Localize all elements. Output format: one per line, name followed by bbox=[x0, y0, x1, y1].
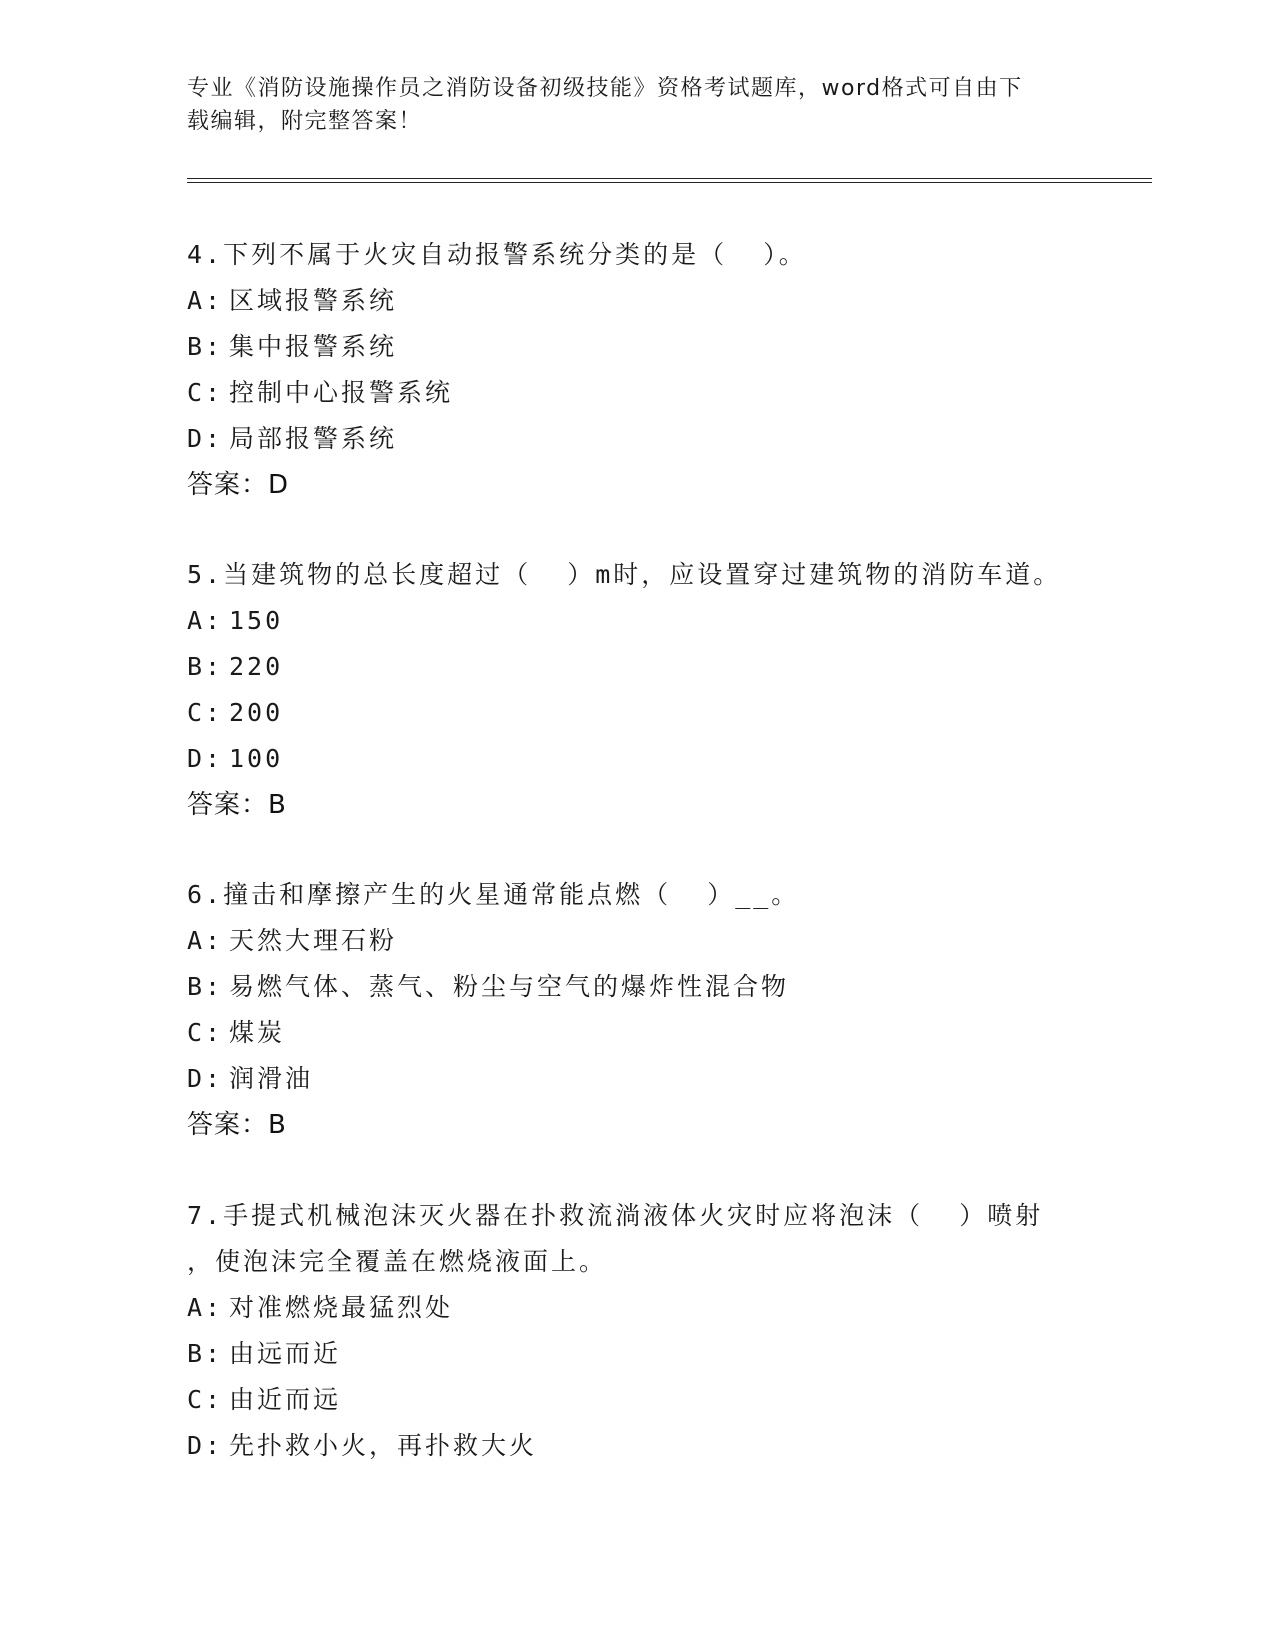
option-letter: B: bbox=[187, 652, 224, 681]
option-c bbox=[187, 370, 1087, 416]
answer-line: 答案：B bbox=[187, 790, 287, 820]
option-text: 易燃气体、蒸气、粉尘与空气的爆炸性混合物 bbox=[229, 972, 790, 1001]
option-text: 煤炭 bbox=[229, 1018, 286, 1047]
option-c bbox=[187, 1010, 1087, 1056]
option-letter: D: bbox=[187, 1064, 224, 1093]
option-a bbox=[187, 1285, 1087, 1331]
option-letter: B: bbox=[187, 972, 224, 1001]
option-d bbox=[187, 416, 1087, 462]
option-b bbox=[187, 644, 1087, 690]
option-d bbox=[187, 736, 1087, 782]
option-d bbox=[187, 1423, 1087, 1469]
answer-line: 答案：B bbox=[187, 1110, 287, 1140]
option-letter: A: bbox=[187, 286, 224, 315]
option-text: 220 bbox=[229, 652, 284, 681]
option-b bbox=[187, 1331, 1087, 1377]
question-text: 7.手提式机械泡沫灭火器在扑救流淌液体火灾时应将泡沫（ ）喷射 bbox=[187, 1201, 1044, 1230]
question-text: 6.撞击和摩擦产生的火星通常能点燃（ ）__。 bbox=[187, 880, 800, 909]
option-c bbox=[187, 690, 1087, 736]
question-5 bbox=[187, 552, 1087, 828]
question-text-continued: ，使泡沫完全覆盖在燃烧液面上。 bbox=[187, 1247, 608, 1276]
option-text: 局部报警系统 bbox=[229, 424, 398, 453]
question-7 bbox=[187, 1193, 1087, 1469]
option-text: 200 bbox=[229, 698, 284, 727]
option-text: 100 bbox=[229, 744, 284, 773]
option-letter: B: bbox=[187, 332, 224, 361]
option-text: 对准燃烧最猛烈处 bbox=[229, 1293, 454, 1322]
option-text: 先扑救小火，再扑救大火 bbox=[229, 1431, 538, 1460]
option-a bbox=[187, 278, 1087, 324]
option-text: 由近而远 bbox=[229, 1385, 342, 1414]
option-text: 润滑油 bbox=[229, 1064, 314, 1093]
option-letter: B: bbox=[187, 1339, 224, 1368]
option-d bbox=[187, 1056, 1087, 1102]
option-text: 天然大理石粉 bbox=[229, 926, 398, 955]
question-text: 4.下列不属于火灾自动报警系统分类的是（ ）。 bbox=[187, 240, 807, 269]
option-b bbox=[187, 964, 1087, 1010]
option-letter: C: bbox=[187, 1385, 224, 1414]
option-letter: C: bbox=[187, 698, 224, 727]
option-text: 控制中心报警系统 bbox=[229, 378, 454, 407]
option-letter: D: bbox=[187, 744, 224, 773]
option-letter: C: bbox=[187, 1018, 224, 1047]
option-letter: D: bbox=[187, 424, 224, 453]
question-6 bbox=[187, 872, 1087, 1148]
option-c bbox=[187, 1377, 1087, 1423]
option-a bbox=[187, 598, 1087, 644]
option-letter: C: bbox=[187, 378, 224, 407]
answer-line: 答案：D bbox=[187, 470, 290, 500]
option-letter: A: bbox=[187, 926, 224, 955]
question-text: 5.当建筑物的总长度超过（ ）m时，应设置穿过建筑物的消防车道。 bbox=[187, 560, 1062, 589]
option-text: 集中报警系统 bbox=[229, 332, 398, 361]
option-text: 由远而近 bbox=[229, 1339, 342, 1368]
header-line-1: 专业《消防设施操作员之消防设备初级技能》资格考试题库，word格式可自由下 bbox=[187, 76, 1023, 101]
header-divider-top bbox=[187, 178, 1152, 179]
header-divider-bottom bbox=[187, 182, 1152, 183]
question-4 bbox=[187, 232, 1087, 508]
option-text: 区域报警系统 bbox=[229, 286, 398, 315]
option-letter: A: bbox=[187, 606, 224, 635]
header-line-2: 载编辑，附完整答案！ bbox=[187, 109, 423, 134]
document-header bbox=[187, 72, 1067, 138]
option-b bbox=[187, 324, 1087, 370]
option-letter: A: bbox=[187, 1293, 224, 1322]
option-letter: D: bbox=[187, 1431, 224, 1460]
option-text: 150 bbox=[229, 606, 284, 635]
option-a bbox=[187, 918, 1087, 964]
